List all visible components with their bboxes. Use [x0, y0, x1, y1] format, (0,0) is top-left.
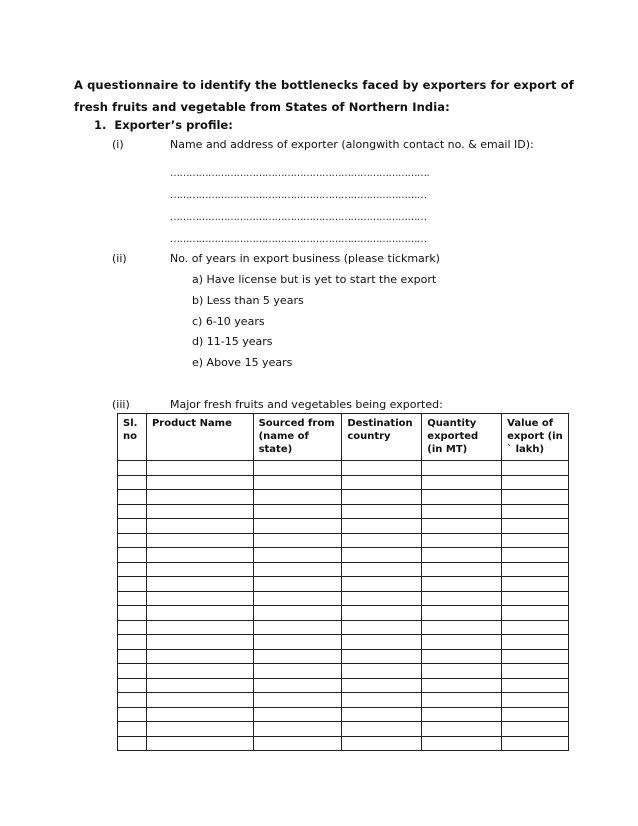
q2-text: No. of years in export business (please tickmark) [170, 252, 440, 265]
table-cell [146, 693, 253, 708]
table-row [118, 562, 569, 577]
table-cell [342, 490, 422, 505]
table-cell [253, 475, 342, 490]
table-cell [422, 519, 502, 534]
table-row [118, 736, 569, 751]
table-cell [146, 635, 253, 650]
q2-option-d: d) 11-15 years [192, 335, 273, 348]
table-cell [502, 649, 569, 664]
q2-number: (ii) [112, 252, 127, 265]
table-cell [422, 475, 502, 490]
table-cell [422, 461, 502, 476]
table-row [118, 693, 569, 708]
table-cell [146, 606, 253, 621]
col-header-sl-no: Sl. no [118, 414, 147, 461]
table-cell [146, 664, 253, 679]
table-cell [146, 649, 253, 664]
table-row [118, 490, 569, 505]
table-cell [502, 490, 569, 505]
table-cell [253, 635, 342, 650]
table-cell [342, 475, 422, 490]
table-cell [146, 707, 253, 722]
table-cell [342, 519, 422, 534]
table-cell [146, 562, 253, 577]
table-cell [342, 548, 422, 563]
table-row [118, 519, 569, 534]
table-cell [118, 707, 147, 722]
table-cell [422, 722, 502, 737]
table-cell [342, 722, 422, 737]
table-cell [502, 736, 569, 751]
table-cell [118, 591, 147, 606]
table-cell [253, 562, 342, 577]
table-cell [502, 504, 569, 519]
table-cell [502, 577, 569, 592]
table-row [118, 504, 569, 519]
section-heading [94, 118, 233, 132]
table-cell [422, 591, 502, 606]
page-title: A questionnaire to identify the bottlenecks faced by exporters for export of fresh fruits and vegetable from States of Northern India: [74, 78, 574, 114]
table-cell [342, 707, 422, 722]
table-cell [502, 620, 569, 635]
table-cell [253, 678, 342, 693]
table-row [118, 577, 569, 592]
table-cell [342, 606, 422, 621]
table-cell [146, 736, 253, 751]
table-cell [253, 707, 342, 722]
table-row [118, 591, 569, 606]
table-row [118, 620, 569, 635]
table-cell [422, 678, 502, 693]
table-cell [118, 548, 147, 563]
table-cell [422, 504, 502, 519]
table-cell [118, 606, 147, 621]
table-row [118, 722, 569, 737]
q3-text: Major fresh fruits and vegetables being exported: [170, 398, 443, 411]
table-cell [146, 490, 253, 505]
table-cell [502, 591, 569, 606]
table-cell [253, 504, 342, 519]
table-cell [253, 693, 342, 708]
table-cell [342, 461, 422, 476]
q2-option-e: e) Above 15 years [192, 356, 293, 369]
table-cell [146, 577, 253, 592]
table-cell [118, 475, 147, 490]
table-cell [502, 664, 569, 679]
table-cell [342, 736, 422, 751]
col-header-value: Value of export (in ` lakh) [502, 414, 569, 461]
q2-option-c: c) 6-10 years [192, 315, 265, 328]
table-cell [342, 591, 422, 606]
col-header-quantity: Quantity exported (in MT) [422, 414, 502, 461]
table-cell [422, 577, 502, 592]
export-products-table [117, 413, 569, 751]
table-cell [342, 678, 422, 693]
table-cell [146, 620, 253, 635]
table-cell [253, 519, 342, 534]
table-row [118, 606, 569, 621]
table-cell [118, 562, 147, 577]
table-cell [422, 664, 502, 679]
table-cell [502, 562, 569, 577]
table-cell [253, 736, 342, 751]
q1-fill-line-4: ……………………………………………………………………… [170, 234, 427, 245]
table-cell [502, 678, 569, 693]
table-row [118, 548, 569, 563]
table-cell [422, 548, 502, 563]
q1-fill-line-1: ………………………………………………………………………. [170, 168, 430, 179]
table-cell [118, 519, 147, 534]
table-row [118, 649, 569, 664]
table-cell [253, 461, 342, 476]
col-header-product-name: Product Name [146, 414, 253, 461]
table-cell [253, 722, 342, 737]
table-cell [502, 519, 569, 534]
table-cell [422, 736, 502, 751]
table-cell [342, 577, 422, 592]
table-cell [502, 606, 569, 621]
table-cell [253, 533, 342, 548]
table-cell [422, 606, 502, 621]
table-cell [342, 504, 422, 519]
table-cell [146, 519, 253, 534]
table-cell [502, 707, 569, 722]
table-cell [146, 533, 253, 548]
table-cell [422, 562, 502, 577]
q1-number: (i) [112, 138, 124, 151]
table-row [118, 678, 569, 693]
q1-text: Name and address of exporter (alongwith contact no. & email ID): [170, 138, 534, 151]
table-cell [253, 591, 342, 606]
table-cell [118, 620, 147, 635]
table-cell [118, 490, 147, 505]
table-cell [422, 707, 502, 722]
table-cell [146, 678, 253, 693]
table-row [118, 664, 569, 679]
section-number: 1. [94, 118, 107, 132]
table-cell [502, 635, 569, 650]
table-cell [422, 693, 502, 708]
table-cell [502, 461, 569, 476]
q3-number: (iii) [112, 398, 130, 411]
table-row [118, 475, 569, 490]
table-cell [502, 722, 569, 737]
table-cell [253, 649, 342, 664]
table-cell [118, 736, 147, 751]
table-cell [253, 490, 342, 505]
table-cell [422, 635, 502, 650]
table-cell [422, 620, 502, 635]
table-row [118, 707, 569, 722]
table-cell [118, 649, 147, 664]
table-cell [422, 649, 502, 664]
table-cell [146, 475, 253, 490]
table-cell [502, 533, 569, 548]
table-cell [118, 664, 147, 679]
table-cell [118, 461, 147, 476]
table-cell [502, 475, 569, 490]
section-title: Exporter’s profile: [114, 118, 233, 132]
table-header-row [118, 414, 569, 461]
table-cell [342, 635, 422, 650]
table-cell [342, 562, 422, 577]
q1-fill-line-3: ……………………………………………………………………… [170, 212, 427, 223]
table-cell [118, 722, 147, 737]
col-header-destination: Destination country [342, 414, 422, 461]
table-cell [118, 678, 147, 693]
table-cell [146, 548, 253, 563]
table-cell [253, 664, 342, 679]
table-cell [342, 693, 422, 708]
table-cell [342, 620, 422, 635]
table-row [118, 461, 569, 476]
col-header-sourced-from: Sourced from (name of state) [253, 414, 342, 461]
table-row [118, 635, 569, 650]
table-cell [118, 504, 147, 519]
table-cell [253, 620, 342, 635]
table-cell [118, 635, 147, 650]
table-cell [146, 722, 253, 737]
table-cell [118, 693, 147, 708]
q2-option-a: a) Have license but is yet to start the export [192, 273, 437, 286]
table-cell [253, 577, 342, 592]
table-row [118, 533, 569, 548]
table-cell [502, 693, 569, 708]
table-cell [146, 504, 253, 519]
q1-fill-line-2: ……………………………………………………………………… [170, 190, 427, 201]
table-cell [342, 533, 422, 548]
table-cell [118, 533, 147, 548]
table-cell [422, 533, 502, 548]
q2-option-b: b) Less than 5 years [192, 294, 304, 307]
table-cell [502, 548, 569, 563]
table-cell [342, 649, 422, 664]
table-cell [342, 664, 422, 679]
table-cell [146, 461, 253, 476]
table-cell [118, 577, 147, 592]
table-cell [146, 591, 253, 606]
table-cell [253, 606, 342, 621]
table-cell [253, 548, 342, 563]
table-cell [422, 490, 502, 505]
